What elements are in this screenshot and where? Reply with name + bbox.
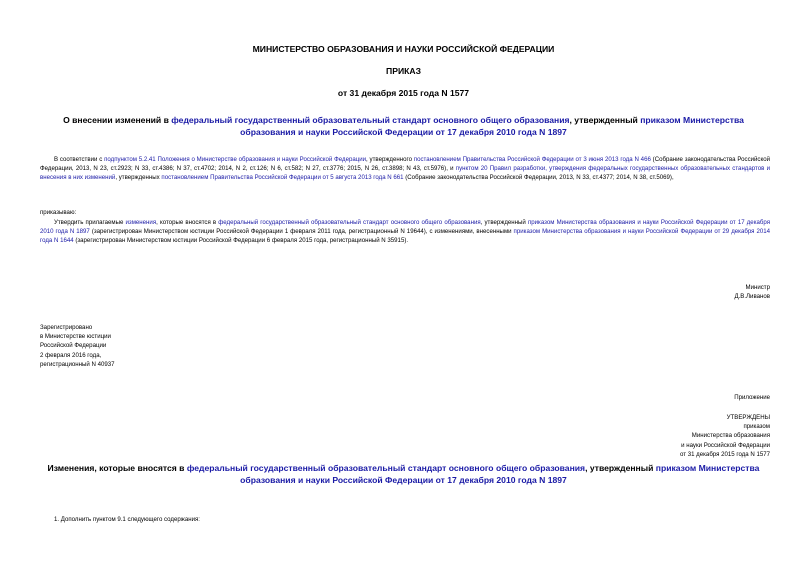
- appendix-line-2: Министерства образования: [691, 432, 770, 440]
- link-order-1897[interactable]: приказом Министерства образования и науки Российской Федерации от 17 декабря 2010 года N 1897: [240, 115, 744, 137]
- ministry-heading: МИНИСТЕРСТВО ОБРАЗОВАНИЯ И НАУКИ РОССИЙСКОЙ ФЕДЕРАЦИИ: [252, 44, 555, 54]
- document-type: ПРИКАЗ: [386, 66, 421, 76]
- changes-title: [40, 462, 767, 486]
- order-label: приказываю:: [40, 209, 77, 216]
- title-text-2: , утвержденный: [569, 115, 641, 125]
- link-fgos[interactable]: федеральный государственный образовательный стандарт основного общего образования: [171, 115, 570, 125]
- registration-line-4: 2 февраля 2016 года,: [40, 351, 102, 359]
- registration-line-1: Зарегистрировано: [40, 324, 93, 331]
- order-text-4: (зарегистрирован Министерством юстиции Российской Федерации 1 февраля 2011 года, регистрационный N 19644), с изменениями, внесенными: [89, 228, 514, 236]
- link-fgos-3[interactable]: федеральный государственный образовательный стандарт основного общего образования: [186, 463, 586, 473]
- signature-block: [600, 283, 770, 301]
- link-changes[interactable]: изменения: [125, 219, 157, 226]
- registration-line-3: Российской Федерации: [40, 342, 107, 350]
- link-order-1897-2[interactable]: приказом Министерства образования и науки Российской Федерации от 17 декабря 2010 года N 1897: [40, 219, 770, 236]
- appendix-line-3: и науки Российской Федерации: [681, 441, 770, 449]
- basis-text-2: , утвержденного: [366, 156, 414, 163]
- link-regulation-5-2-41[interactable]: подпунктом 5.2.41 Положения о Министерстве образования и науки Российской Федерации: [104, 156, 367, 163]
- link-resolution-661[interactable]: постановлением Правительства Российской Федерации от 5 августа 2013 года N 661: [161, 174, 404, 182]
- basis-text-5: (Собрание законодательства Российской Федерации, 2013, N 33, ст.4377; 2014, N 38, ст.5069),: [403, 174, 674, 182]
- appendix-line-1: приказом: [743, 423, 770, 431]
- appendix-line-4: от 31 декабря 2015 года N 1577: [679, 450, 770, 458]
- link-rules-point-20[interactable]: пунктом 20 Правил разработки, утверждения федеральных государственных образовательных стандартов и внесения в них изменений: [40, 165, 770, 182]
- order-date-number: от 31 декабря 2015 года N 1577: [337, 88, 470, 98]
- basis-text-3: (Собрание законодательства Российской Федерации, 2013, N 23, ст.2923; N 33, ст.4386; N 37, ст.4702; 2014, N 2, ст.126; N 6, ст.582; N 27, ст.3776; 2015, N 26, ст.3898; N 43, ст.5976), и: [40, 156, 770, 173]
- order-paragraph: [40, 218, 770, 246]
- basis-text-1: В соответствии с: [54, 156, 105, 163]
- registration-block: [40, 323, 115, 369]
- order-text-1: Утвердить прилагаемые: [54, 219, 126, 226]
- signature-name: Д.В.Ливанов: [734, 293, 770, 301]
- signature-position: Министр: [745, 284, 770, 291]
- link-order-1644[interactable]: приказом Министерства образования и науки Российской Федерации от 29 декабря 2014 года N 1644: [40, 228, 770, 245]
- order-text-3: , утвержденный: [480, 219, 528, 226]
- order-title: [40, 114, 767, 138]
- changes-text-2: , утвержденный: [585, 463, 656, 473]
- link-order-1897-3[interactable]: приказом Министерства образования и науки Российской Федерации от 17 декабря 2010 года N 1897: [240, 463, 760, 485]
- title-text-1: О внесении изменений в: [63, 115, 172, 125]
- appendix-label: Приложение: [734, 394, 770, 401]
- appendix-approval-block: [570, 413, 770, 459]
- changes-text-1: Изменения, которые вносятся в: [47, 463, 187, 473]
- basis-paragraph: [40, 155, 770, 183]
- link-resolution-466[interactable]: постановлением Правительства Российской Федерации от 3 июня 2013 года N 466: [413, 156, 651, 163]
- registration-line-2: в Министерстве юстиции: [40, 333, 111, 341]
- appendix-approved: УТВЕРЖДЕНЫ: [726, 414, 770, 421]
- link-fgos-2[interactable]: федеральный государственный образовательный стандарт основного общего образования: [218, 219, 481, 226]
- item-1: 1. Дополнить пунктом 9.1 следующего содержания:: [54, 516, 200, 523]
- basis-text-4: , утвержденных: [115, 174, 162, 182]
- order-text-2: , которые вносятся в: [156, 219, 219, 226]
- order-text-5: (зарегистрирован Министерством юстиции Российской Федерации 6 февраля 2015 года, регистрационный N 35915).: [73, 237, 409, 245]
- registration-line-5: регистрационный N 40937: [40, 360, 115, 368]
